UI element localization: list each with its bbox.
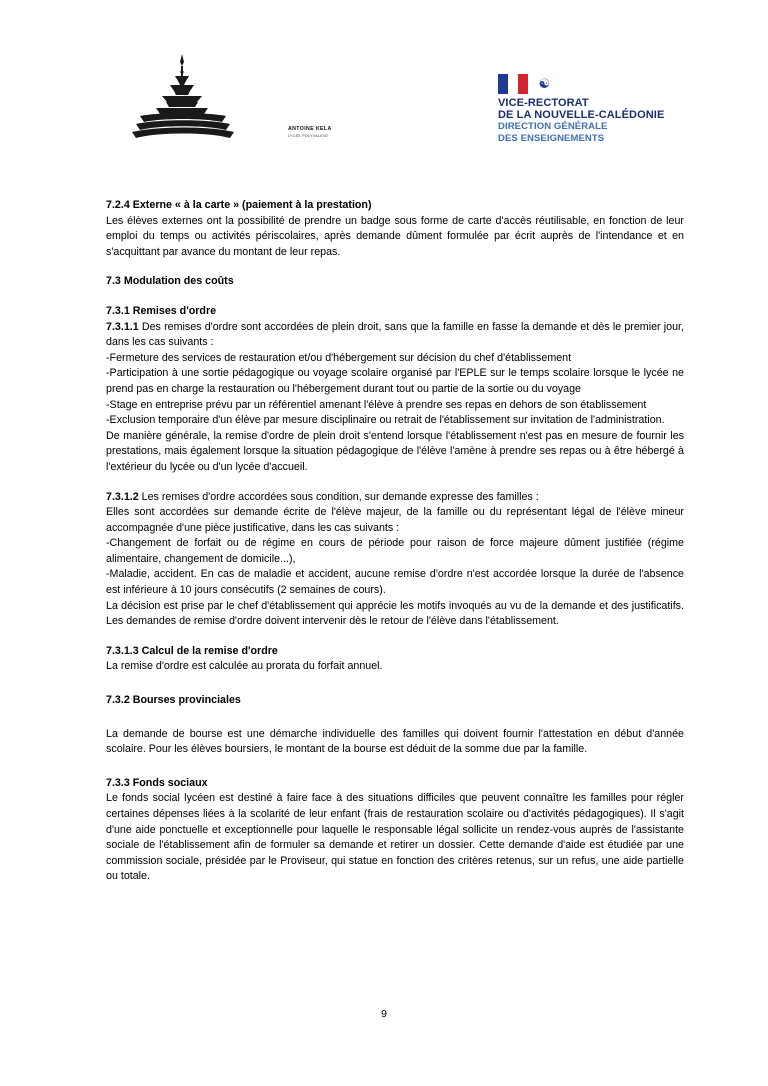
school-crest-logo [118,52,332,152]
list-item: -Maladie, accident. En cas de maladie et accident, aucune remise d'ordre n'est accordée lorsque la durée de l'absence est inférieure à 10 jours consécutifs (2 semaines de cours). [106,568,684,597]
section-heading-7-2-4: 7.2.4 Externe « à la carte » (paiement à la prestation) [106,199,372,211]
document-body [106,198,684,885]
section-body-7-3-2: La demande de bourse est une démarche individuelle des familles qui doivent fournir l'attestation en début d'année scolaire. Pour les élèves boursiers, le montant de la bourse est déduit de la somme due par la famille. [106,727,684,756]
section-para-7-3-1-2: Elles sont accordées sur demande écrite de l'élève majeur, de la famille ou du représentant légal de l'élève mineur accompagnée d'une pièce justificative, dans les cas suivants : [106,506,684,534]
section-body-7-2-4: Les élèves externes ont la possibilité de prendre un badge sous forme de carte d'accès réutilisable, en fonction de leur emploi du temps ou activités périscolaires, après demande dûment formulée par écrit auprès de l'intendance et en s'acquittant par avance du montant de leur repas. [106,214,684,258]
lycee-antoine-kela-crest-icon [118,52,248,152]
list-item: -Exclusion temporaire d'un élève par mesure disciplinaire ou retrait de l'établissement sur invitation de l'administration. [106,414,665,427]
clause-text-7-3-1-2: Les remises d'ordre accordées sous condition, sur demande expresse des familles : [138,490,539,503]
section-heading-7-3: 7.3 Modulation des coûts [106,275,234,288]
vice-rectorat-wordmark [498,98,664,144]
page-number: 9 [381,1008,387,1020]
page-header [0,46,768,156]
section-heading-7-3-1-3: 7.3.1.3 Calcul de la remise d'ordre [106,644,278,657]
section-closing-7-3-1: De manière générale, la remise d'ordre de plein droit s'entend lorsque l'établissement n'est pas en mesure de fournir les prestations, mais également lorsque la situation pédagogique de l'élève l'amène à prendre ses repas ou à être hébergé à l'extérieur du lycée ou d'un lycée d'accueil. [106,429,684,473]
section-body-7-3-1 [106,320,684,351]
list-item: -Changement de forfait ou de régime en cours de période pour raison de force majeure dûment justifiée (régime alimentaire, changement de domicile...), [106,537,684,565]
section-body-7-3-1-3: La remise d'ordre est calculée au prorata du forfait annuel. [106,660,383,673]
vice-rectorat-line3: DIRECTION GÉNÉRALE [498,121,608,132]
vice-rectorat-line4: DES ENSEIGNEMENTS [498,132,605,144]
list-item: -Participation à une sortie pédagogique ou voyage scolaire organisé par l'EPLE sur le temps scolaire lorsque le lycée ne prend pas en charge la restauration ou l'hébergement durant tout ou partie de la sortie ou du voyage [106,367,684,395]
list-item: -Fermeture des services de restauration et/ou d'hébergement sur décision du chef d'établissement [106,351,572,364]
crest-caption-primary: ANTOINE KELA [288,126,332,132]
section-body-7-3-3: Le fonds social lycéen est destiné à faire face à des situations difficiles que peuvent connaître les familles pour régler certaines dépenses liées à la scolarité de leur enfant (frais de restauration scolaire ou d'activités pédagogiques). Il s'agit d'une aide ponctuelle et exceptionnelle pour laquelle le responsable légal sollicite un rendez-vous auprès de l'assistante sociale de l'établissement afin de formuler sa demande et retirer un dossier. Cette demande d'aide est étudiée par une commission sociale, présidée par le Proviseur, qui statue en fonction des critères retenus, sur un refus, une aide partielle ou totale. [106,792,684,883]
marianne-icon: ☯ [538,76,551,91]
vice-rectorat-line1: VICE-RECTORAT [498,97,589,109]
section-closing-7-3-1-2: La décision est prise par le chef d'établissement qui apprécie les motifs invoqués au vu de la demande et des justificatifs. Les demandes de remise d'ordre doivent intervenir dès le retour de l'élève dans l'établissement. [106,599,684,628]
clause-text-7-3-1-1: Des remises d'ordre sont accordées de plein droit, sans que la famille en fasse la demande et dès le premier jour, dans les cas suivants : [106,320,684,349]
crest-caption-secondary: LYCÉE POLYVALENT [288,134,329,138]
clause-number-7-3-1-1: 7.3.1.1 [106,320,139,333]
list-item: -Stage en entreprise prévu par un référentiel amenant l'élève à prendre ses repas en dehors de son établissement [106,398,647,411]
french-flag-icon [498,74,528,94]
section-body-7-3-1-2 [106,490,684,506]
section-heading-7-3-1: 7.3.1 Remises d'ordre [106,304,217,317]
section-heading-7-3-3: 7.3.3 Fonds sociaux [106,776,208,789]
vice-rectorat-line2: DE LA NOUVELLE-CALÉDONIE [498,108,665,121]
vice-rectorat-logo [498,74,550,94]
section-heading-7-3-2: 7.3.2 Bourses provinciales [106,694,241,707]
clause-number-7-3-1-2: 7.3.1.2 [106,490,139,503]
